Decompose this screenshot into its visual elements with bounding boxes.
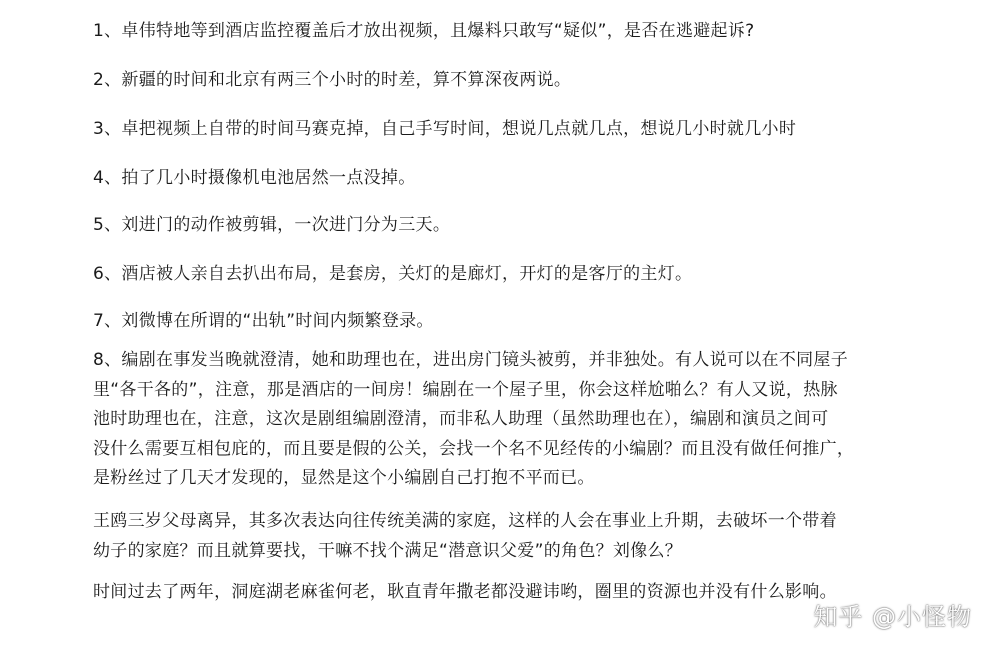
paragraph-8-line: 是粉丝过了几天才发现的，显然是这个小编剧自己打抱不平而已。	[93, 468, 595, 489]
paragraph-3: 3、卓把视频上自带的时间马赛克掉，自己手写时间，想说几点就几点，想说几小时就几小时	[93, 119, 797, 139]
paragraph-8-line: 8、编剧在事发当晚就澄清，她和助理也在，进出房门镜头被剪，并非独处。有人说可以在不同屋子	[93, 350, 849, 370]
paragraph-6: 6、酒店被人亲自去扒出布局，是套房，关灯的是廊灯，开灯的是客厅的主灯。	[93, 264, 693, 284]
paragraph-8-line: 没什么需要互相包庇的，而且要是假的公关，会找一个名不见经传的小编剧？而且没有做任何推广，	[93, 438, 855, 459]
paragraph-2: 2、新疆的时间和北京有两三个小时的时差，算不算深夜两说。	[93, 70, 572, 90]
paragraph-9	[93, 507, 903, 566]
paragraph-5: 5、刘进门的动作被剪辑，一次进门分为三天。	[93, 215, 451, 235]
paragraph-9-line: 幼子的家庭？而且就算要找，干嘛不找个满足“潜意识父爱”的角色？刘像么？	[93, 540, 683, 561]
paragraph-4: 4、拍了几小时摄像机电池居然一点没掉。	[93, 168, 416, 188]
paragraph-8-line: 池时助理也在，注意，这次是剧组编剧澄清，而非私人助理（虽然助理也在），编剧和演员之间可	[93, 409, 829, 430]
paragraph-7: 7、刘微博在所谓的“出轨”时间内频繁登录。	[93, 311, 434, 331]
paragraph-10: 时间过去了两年，洞庭湖老麻雀何老，耿直青年撒老都没避讳哟，圈里的资源也并没有什么影响。	[93, 582, 837, 602]
paragraph-1: 1、卓伟特地等到酒店监控覆盖后才放出视频，且爆料只敢写“疑似”，是否在逃避起诉?	[93, 21, 755, 41]
paragraph-9-line: 王鸥三岁父母离异，其多次表达向往传统美满的家庭，这样的人会在事业上升期，去破坏一个带着	[93, 511, 837, 531]
zhihu-watermark: 知乎 @小怪物	[813, 603, 972, 631]
paragraph-8	[93, 346, 903, 494]
paragraph-8-line: 里“各干各的”，注意，那是酒店的一间房！编剧在一个屋子里，你会这样尬啪么？有人又说，热脉	[93, 379, 838, 400]
